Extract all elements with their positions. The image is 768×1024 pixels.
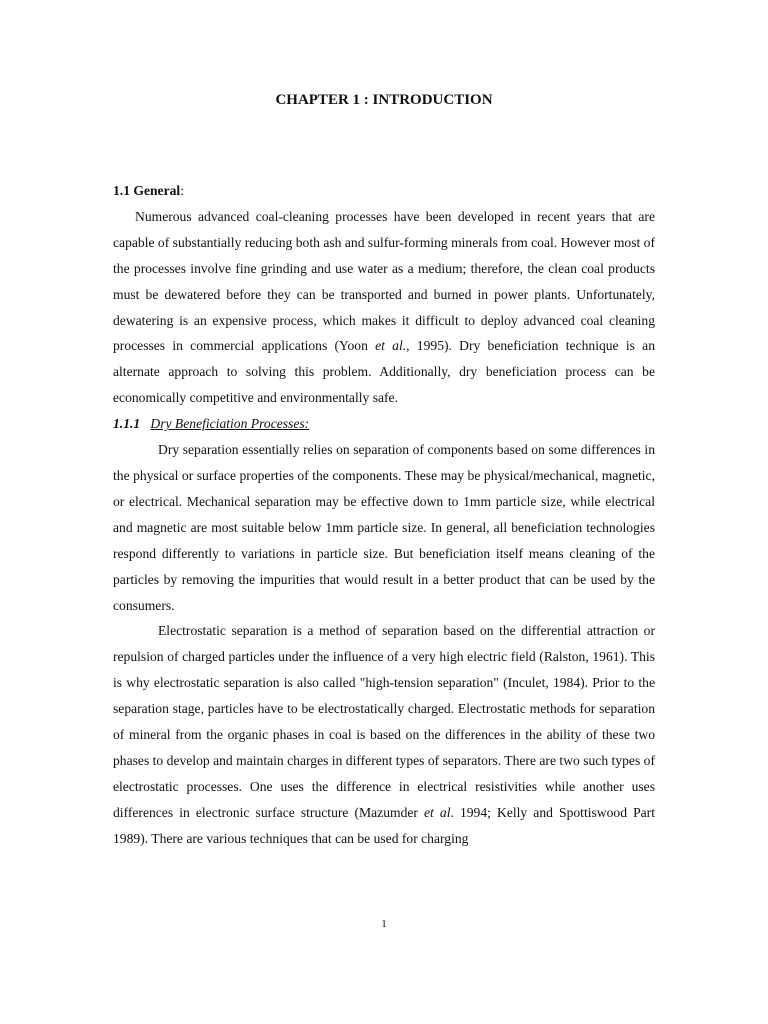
paragraph-italic-text: et al [424,804,451,820]
paragraph-italic-text: et al. [375,338,407,354]
paragraph-text: . 1994; Kelly and Spottiswood Part 1989). There are various techniques that can be used for charging [113,804,655,846]
document-body [113,178,655,852]
section-heading [113,178,655,204]
paragraph-text: , 1995). Dry beneficiation technique is an alternate approach to solving this problem. Additionally, dry beneficiation process can be economically competitive and environmentally safe. [113,338,655,406]
section-heading-colon: : [180,183,184,198]
subsection-paragraph-1: Dry separation essentially relies on separation of components based on some differences in the physical or surface properties of the components. These may be physical/mechanical, magnetic, or electrical. Mechanical separation may be effective down to 1mm particle size, while electrical and magnetic are most suitable below 1mm particle size. In general, all beneficiation technologies respond differently to variations in particle size. But beneficiation itself means cleaning of the particles by removing the impurities that would result in a better product that can be used by the consumers. [113,442,655,613]
subsection-number: 1.1.1 [113,416,141,432]
subsection-heading [113,411,655,437]
paragraph-text: Numerous advanced coal-cleaning processes have been developed in recent years that are capable of substantially reducing both ash and sulfur-forming minerals from coal. However most of the processes involve fine grinding and use water as a medium; therefore, the clean coal products must be dewatered before they can be transported and burned in power plants. Unfortunately, dewatering is an expensive process, which makes it difficult to deploy advanced coal cleaning processes in commercial applications (Yoon [113,208,655,354]
section-paragraph-1 [113,204,655,411]
page-number: 1 [381,918,387,930]
subsection-title: Dry Beneficiation Processes: [150,416,310,432]
subsection-paragraph-2 [113,618,655,851]
paragraph-text: Electrostatic separation is a method of separation based on the differential attraction or repulsion of charged particles under the influence of a very high electric field (Ralston, 1961). This is why electrostatic separation is also called "high-tension separation" (Inculet, 1984). Prior to the separation stage, particles have to be electrostatically charged. Electrostatic methods for separation of mineral from the organic phases in coal is based on the differences in the ability of these two phases to develop and maintain charges in different types of separators. There are two such types of electrostatic processes. One uses the difference in electrical resistivities while another uses differences in electronic surface structure (Mazumder [113,623,655,820]
chapter-title: CHAPTER 1 : INTRODUCTION [275,92,493,108]
section-heading-title: 1.1 General [113,183,181,198]
